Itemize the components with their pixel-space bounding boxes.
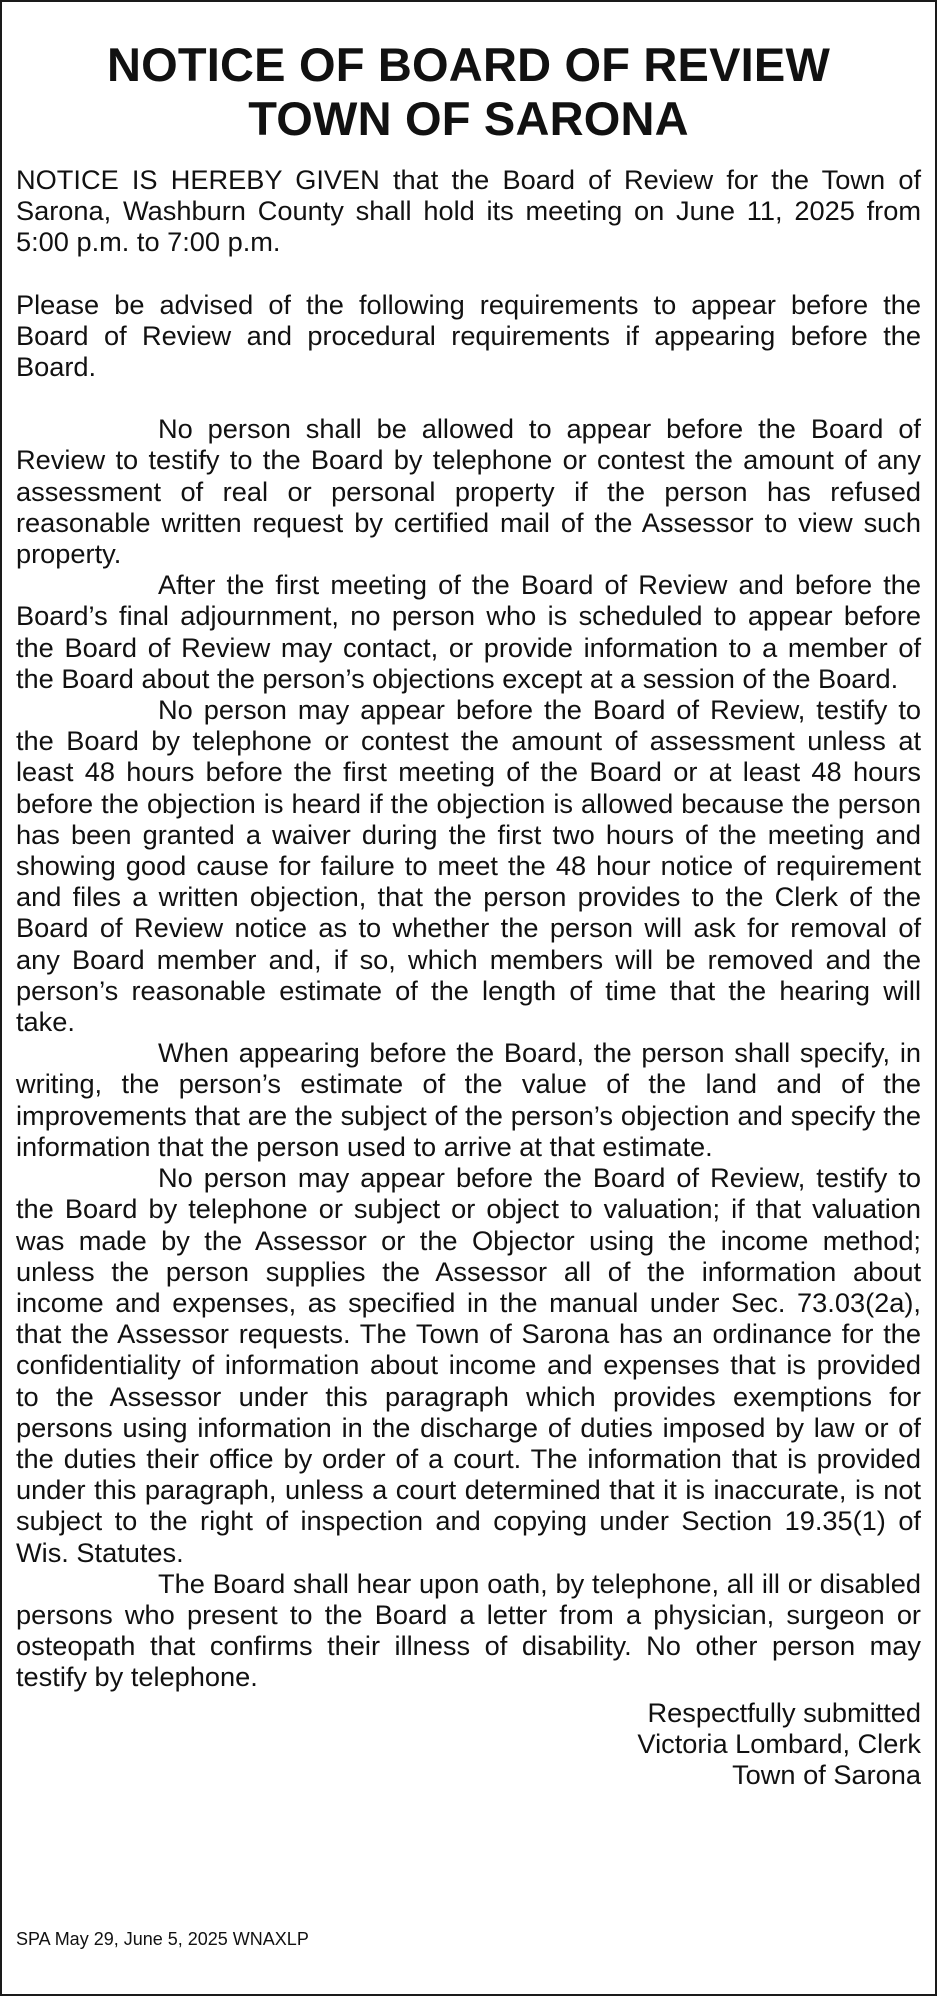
notice-body (16, 164, 921, 1693)
signature-line-1: Respectfully submitted (647, 1696, 921, 1728)
body-paragraph-5: No person may appear before the Board of Review, testify to the Board by telephone or subject or object to valuation; if that valuation was made by the Assessor or the Objector using the income method; unless the person supplies the Assessor all of the information about income and expenses, as specified in the manual under Sec. 73.03(2a), that the Assessor requests. The Town of Sarona has an ordinance for the confidentiality of information about income and expenses that is provided to the Assessor under this paragraph which provides exemptions for persons using information in the discharge of duties imposed by law or of the duties their office by order of a court. The information that is provided under this paragraph, unless a court determined that it is inaccurate, is not subject to the right of inspection and copying under Section 19.35(1) of Wis. Statutes. (16, 1162, 921, 1568)
signature-block (16, 1697, 921, 1790)
title-line-1: NOTICE OF BOARD OF REVIEW (106, 38, 831, 91)
body-paragraph-6: The Board shall hear upon oath, by telephone, all ill or disabled persons who present to the Board a letter from a physician, surgeon or osteopath that confirms their illness of disability. No other person may testify by telephone. (16, 1567, 921, 1693)
intro-paragraph-2: Please be advised of the following requirements to appear before the Board of Review and procedural requirements if appearing before the Board. (16, 288, 921, 383)
body-paragraph-4: When appearing before the Board, the person shall specify, in writing, the person’s estimate of the value of the land and of the improvements that are the subject of the person’s objection and specify the information that the person used to arrive at that estimate. (16, 1037, 921, 1162)
body-paragraph-1: No person shall be allowed to appear before the Board of Review to testify to the Board by telephone or contest the amount of any assessment of real or personal property if the person has refused reasonable written request by certified mail of the Assessor to view such property. (16, 413, 921, 570)
intro-paragraph-1: NOTICE IS HEREBY GIVEN that the Board of Review for the Town of Sarona, Washburn County shall hold its meeting on June 11, 2025 from 5:00 p.m. to 7:00 p.m. (16, 164, 921, 258)
publication-footer: SPA May 29, June 5, 2025 WNAXLP (16, 1929, 309, 1949)
signature-line-3: Town of Sarona (732, 1758, 921, 1790)
body-paragraph-2: After the first meeting of the Board of Review and before the Board’s final adjournment, no person who is scheduled to appear before the Board of Review may contact, or provide information to a member of the Board about the person’s objections except at a session of the Board. (16, 569, 921, 694)
signature-line-2: Victoria Lombard, Clerk (637, 1727, 921, 1759)
body-paragraph-3: No person may appear before the Board of Review, testify to the Board by telephone or contest the amount of assessment unless at least 48 hours before the first meeting of the Board or at least 48 hours before the objection is heard if the objection is allowed because the person has been granted a waiver during the first two hours of the meeting and showing good cause for failure to meet the 48 hour notice of requirement and files a written objection, that the person provides to the Clerk of the Board of Review notice as to whether the person will ask for removal of any Board member and, if so, which members will be removed and the person’s reasonable estimate of the length of time that the hearing will take. (16, 694, 921, 1038)
title-line-2: TOWN OF SARONA (248, 92, 689, 145)
notice-title (2, 38, 935, 146)
